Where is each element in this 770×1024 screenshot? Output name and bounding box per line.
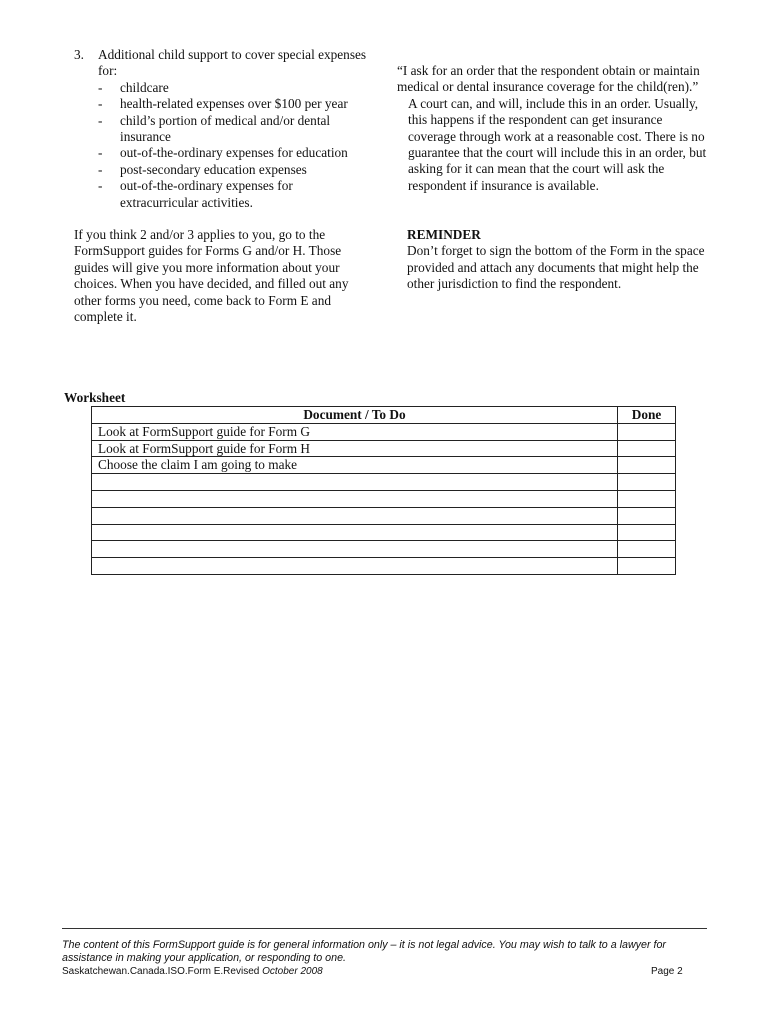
worksheet-row bbox=[92, 558, 676, 575]
insurance-order-section bbox=[397, 63, 712, 194]
bullet-dash: - bbox=[98, 112, 103, 128]
worksheet-task-cell: Look at FormSupport guide for Form G bbox=[92, 423, 618, 440]
footer-page-number: Page 2 bbox=[651, 966, 683, 977]
worksheet-task-cell bbox=[92, 490, 618, 507]
reminder-section bbox=[407, 227, 712, 293]
header-document-todo: Document / To Do bbox=[92, 407, 618, 424]
special-expense-item bbox=[98, 80, 374, 96]
special-expense-text: out-of-the-ordinary expenses for education bbox=[120, 145, 348, 161]
special-expense-text: childcare bbox=[120, 79, 169, 95]
worksheet-row bbox=[92, 490, 676, 507]
footer-doc-id-text: Saskatchewan.Canada.ISO.Form E.Revised bbox=[62, 966, 263, 977]
special-expense-item bbox=[98, 178, 374, 211]
worksheet-done-cell[interactable] bbox=[618, 490, 676, 507]
special-expense-text: post-secondary education expenses bbox=[120, 161, 307, 177]
item-3-special-expenses bbox=[74, 47, 374, 211]
header-done: Done bbox=[618, 407, 676, 424]
worksheet-done-cell[interactable] bbox=[618, 440, 676, 457]
worksheet-task-cell bbox=[92, 524, 618, 541]
worksheet-done-cell[interactable] bbox=[618, 423, 676, 440]
worksheet-task-cell: Look at FormSupport guide for Form H bbox=[92, 440, 618, 457]
worksheet-task-cell bbox=[92, 474, 618, 491]
footer-revised-date: October 2008 bbox=[262, 966, 323, 977]
bullet-dash: - bbox=[98, 161, 103, 177]
special-expense-item bbox=[98, 145, 374, 161]
worksheet-row bbox=[92, 541, 676, 558]
footer-disclaimer: The content of this FormSupport guide is for general information only – it is not legal advice. You may wish to talk to a lawyer for assistance in making your application, or responding to one. bbox=[62, 939, 666, 964]
bullet-dash: - bbox=[98, 96, 103, 112]
special-expense-text: health-related expenses over $100 per year bbox=[120, 96, 348, 112]
worksheet-task-cell bbox=[92, 541, 618, 558]
worksheet-done-cell[interactable] bbox=[618, 524, 676, 541]
insurance-order-quote: “I ask for an order that the respondent obtain or maintain medical or dental insurance coverage for the child(ren).” bbox=[397, 63, 700, 95]
worksheet-done-cell[interactable] bbox=[618, 507, 676, 524]
item-3-number: 3. bbox=[74, 47, 84, 62]
worksheet-done-cell[interactable] bbox=[618, 474, 676, 491]
special-expenses-list bbox=[98, 80, 374, 211]
footer-divider bbox=[62, 928, 707, 929]
worksheet-table bbox=[91, 406, 676, 575]
special-expense-item bbox=[98, 96, 374, 112]
worksheet-header-row bbox=[92, 407, 676, 424]
worksheet-done-cell[interactable] bbox=[618, 457, 676, 474]
insurance-order-explanation: A court can, and will, include this in an order. Usually, this happens if the respondent can get insurance coverage through work at a reasonable cost. There is no guarantee that the court will include this in an order, but asking for it can mean that the court will ask the respondent if insurance is available. bbox=[408, 95, 707, 193]
reminder-text: Don’t forget to sign the bottom of the Form in the space provided and attach any documents that might help the other jurisdiction to find the respondent. bbox=[407, 243, 705, 292]
special-expense-text: out-of-the-ordinary expenses for extracurricular activities. bbox=[120, 178, 293, 210]
special-expense-item bbox=[98, 162, 374, 178]
special-expense-text: child’s portion of medical and/or dental insurance bbox=[120, 112, 331, 145]
worksheet-row bbox=[92, 423, 676, 440]
worksheet-done-cell[interactable] bbox=[618, 541, 676, 558]
worksheet-row bbox=[92, 474, 676, 491]
bullet-dash: - bbox=[98, 79, 103, 95]
special-expense-item bbox=[98, 113, 374, 146]
worksheet-task-cell bbox=[92, 507, 618, 524]
bullet-dash: - bbox=[98, 178, 103, 194]
worksheet-done-cell[interactable] bbox=[618, 558, 676, 575]
worksheet-task-cell bbox=[92, 558, 618, 575]
if-you-think-paragraph: If you think 2 and/or 3 applies to you, go to the FormSupport guides for Forms G and/or H. Those guides will give you more information about your choices. When you have decided, and filled out any other forms you need, come back to Form E and complete it. bbox=[74, 227, 349, 325]
worksheet-row bbox=[92, 524, 676, 541]
worksheet-row bbox=[92, 507, 676, 524]
bullet-dash: - bbox=[98, 145, 103, 161]
worksheet-row bbox=[92, 457, 676, 474]
item-3-intro: Additional child support to cover special expenses for: bbox=[98, 47, 367, 79]
footer-document-id bbox=[62, 966, 323, 978]
worksheet-row bbox=[92, 440, 676, 457]
worksheet-title: Worksheet bbox=[64, 390, 126, 405]
worksheet-task-cell: Choose the claim I am going to make bbox=[92, 457, 618, 474]
reminder-heading: REMINDER bbox=[407, 227, 481, 242]
